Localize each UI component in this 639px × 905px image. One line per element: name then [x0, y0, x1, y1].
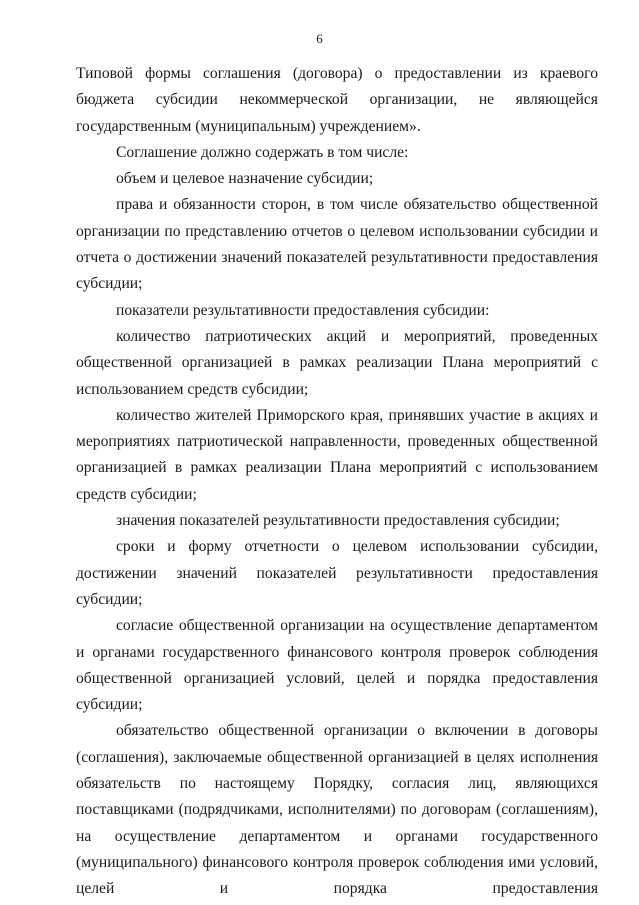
- paragraph-patriotic-events-count: количество патриотических акций и мероприятий, проведенных общественной организацией в рамках реализации Плана мероприятий с использованием средств субсидии;: [76, 327, 598, 398]
- paragraph-contract-obligation: обязательство общественной организации о включении в договоры (соглашения), заключаемые общественной организацией в целях исполнения обязательств по настоящему Порядку, согласия лиц, являющихся поставщиками (подрядчиками, исполнителями) по договорам (соглашениям), на осуществление департаментом и органами государственного (муниципального) финансового контроля проверок соблюдения ими условий, целей и порядка предоставления: [76, 722, 598, 898]
- paragraph-reporting-terms: сроки и форму отчетности о целевом использовании субсидии, достижении значений показателей результативности предоставления субсидии;: [76, 538, 598, 608]
- page-number: 6: [316, 31, 323, 46]
- document-body: [76, 61, 598, 903]
- paragraph-indicator-values: значения показателей результативности предоставления субсидии;: [116, 512, 560, 530]
- paragraph-rights-duties: права и обязанности сторон, в том числе обязательство общественной организации по представлению отчетов о целевом использовании субсидии и отчета о достижении значений показателей результативности предоставления субсидии;: [76, 196, 598, 293]
- paragraph-performance-indicators: показатели результативности предоставления субсидии:: [116, 301, 490, 319]
- paragraph-agreement-contents: Соглашение должно содержать в том числе:: [116, 143, 409, 161]
- paragraph-continuation: Типовой формы соглашения (договора) о предоставлении из краевого бюджета субсидии некоммерческой организации, не являющейся государственным (муниципальным) учреждением».: [76, 65, 598, 135]
- paragraph-inspection-consent: согласие общественной организации на осуществление департаментом и органами государственного финансового контроля проверок соблюдения общественной организацией условий, целей и порядка предоставления субсидии;: [76, 617, 598, 714]
- paragraph-volume-purpose: объем и целевое назначение субсидии;: [116, 170, 374, 188]
- paragraph-residents-count: количество жителей Приморского края, принявших участие в акциях и мероприятиях патриотической направленности, проведенных общественной организацией в рамках реализации Плана мероприятий с использованием средств субсидии;: [76, 406, 598, 503]
